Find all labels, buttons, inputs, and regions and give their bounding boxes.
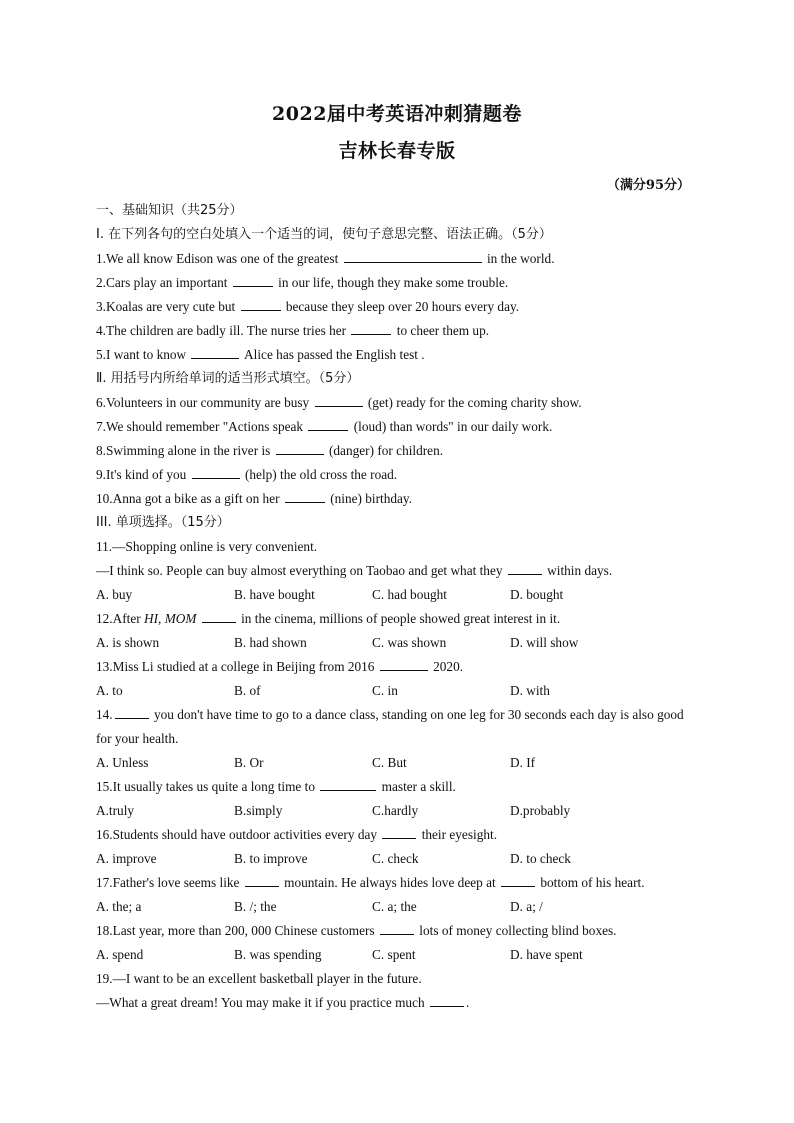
answer-blank[interactable] bbox=[315, 394, 363, 407]
question-body bbox=[96, 199, 696, 1015]
question-17-options bbox=[96, 895, 696, 919]
question-14: 14. you don't have time to go to a dance class, standing on one leg for 30 seconds each day is also good for your health. bbox=[96, 707, 684, 746]
option-a[interactable]: A. buy bbox=[96, 587, 133, 602]
option-b[interactable]: B. of bbox=[234, 683, 261, 698]
answer-blank[interactable] bbox=[202, 610, 236, 623]
answer-blank[interactable] bbox=[344, 250, 482, 263]
option-c[interactable]: C. was shown bbox=[372, 635, 447, 650]
question-19-line1: 19.—I want to be an excellent basketball player in the future. bbox=[96, 971, 422, 986]
answer-blank[interactable] bbox=[191, 346, 239, 359]
question-3: 3.Koalas are very cute but because they sleep over 20 hours every day. bbox=[96, 299, 520, 314]
option-d[interactable]: D. will show bbox=[510, 635, 579, 650]
question-14-options bbox=[96, 751, 696, 775]
part1-heading: Ⅰ. 在下列各句的空白处填入一个适当的词，使句子意思完整、语法正确。（5分） bbox=[96, 227, 552, 242]
option-d[interactable]: D. bought bbox=[510, 587, 564, 602]
option-d[interactable]: D.probably bbox=[510, 803, 571, 818]
answer-blank[interactable] bbox=[351, 322, 391, 335]
option-d[interactable]: D. with bbox=[510, 683, 550, 698]
question-2: 2.Cars play an important in our life, though they make some trouble. bbox=[96, 275, 509, 290]
answer-blank[interactable] bbox=[241, 298, 281, 311]
answer-blank[interactable] bbox=[430, 994, 464, 1007]
part3-heading: III. 单项选择。（15分） bbox=[96, 515, 230, 530]
question-18: 18.Last year, more than 200, 000 Chinese customers lots of money collecting blind boxes. bbox=[96, 923, 617, 938]
answer-blank[interactable] bbox=[233, 274, 273, 287]
question-5: 5.I want to know Alice has passed the English test . bbox=[96, 347, 425, 362]
question-4: 4.The children are badly ill. The nurse tries her to cheer them up. bbox=[96, 323, 490, 338]
question-15: 15.It usually takes us quite a long time to master a skill. bbox=[96, 779, 456, 794]
question-1: 1.We all know Edison was one of the greatest in the world. bbox=[96, 251, 555, 266]
question-11-line1: 11.—Shopping online is very convenient. bbox=[96, 539, 318, 554]
option-d[interactable]: D. a; / bbox=[510, 899, 543, 914]
option-c[interactable]: C. in bbox=[372, 683, 398, 698]
option-b[interactable]: B.simply bbox=[234, 803, 283, 818]
answer-blank[interactable] bbox=[380, 658, 428, 671]
option-a[interactable]: A. the; a bbox=[96, 899, 142, 914]
option-b[interactable]: B. to improve bbox=[234, 851, 308, 866]
section-heading: 一、基础知识（共25分） bbox=[96, 203, 243, 218]
option-c[interactable]: C. a; the bbox=[372, 899, 417, 914]
answer-blank[interactable] bbox=[276, 442, 324, 455]
option-a[interactable]: A. to bbox=[96, 683, 123, 698]
option-c[interactable]: C. spent bbox=[372, 947, 416, 962]
option-a[interactable]: A. is shown bbox=[96, 635, 160, 650]
answer-blank[interactable] bbox=[320, 778, 376, 791]
question-9: 9.It's kind of you (help) the old cross the road. bbox=[96, 467, 398, 482]
question-10: 10.Anna got a bike as a gift on her (nine) birthday. bbox=[96, 491, 413, 506]
exam-subtitle: 吉林长春专版 bbox=[338, 140, 456, 162]
option-c[interactable]: C. But bbox=[372, 755, 407, 770]
option-b[interactable]: B. had shown bbox=[234, 635, 307, 650]
answer-blank[interactable] bbox=[192, 466, 240, 479]
question-8: 8.Swimming alone in the river is (danger) for children. bbox=[96, 443, 444, 458]
option-b[interactable]: B. have bought bbox=[234, 587, 315, 602]
question-7: 7.We should remember "Actions speak (loud) than words" in our daily work. bbox=[96, 419, 553, 434]
option-b[interactable]: B. /; the bbox=[234, 899, 277, 914]
answer-blank[interactable] bbox=[382, 826, 416, 839]
option-b[interactable]: B. Or bbox=[234, 755, 264, 770]
question-19-line2: —What a great dream! You may make it if you practice much . bbox=[96, 995, 470, 1010]
option-c[interactable]: C. had bought bbox=[372, 587, 447, 602]
answer-blank[interactable] bbox=[285, 490, 325, 503]
option-c[interactable]: C. check bbox=[372, 851, 419, 866]
question-12-options bbox=[96, 631, 696, 655]
score-note: （满分95分） bbox=[606, 178, 690, 193]
question-16-options bbox=[96, 847, 696, 871]
option-d[interactable]: D. If bbox=[510, 755, 536, 770]
part2-heading: Ⅱ. 用括号内所给单词的适当形式填空。（5分） bbox=[96, 371, 360, 386]
answer-blank[interactable] bbox=[115, 706, 149, 719]
answer-blank[interactable] bbox=[245, 874, 279, 887]
question-12: 12.After HI, MOM in the cinema, millions of people showed great interest in it. bbox=[96, 611, 561, 626]
question-17: 17.Father's love seems like mountain. He always hides love deep at bottom of his heart. bbox=[96, 875, 645, 890]
question-16: 16.Students should have outdoor activities every day their eyesight. bbox=[96, 827, 498, 842]
question-13: 13.Miss Li studied at a college in Beijing from 2016 2020. bbox=[96, 659, 464, 674]
option-c[interactable]: C.hardly bbox=[372, 803, 419, 818]
answer-blank[interactable] bbox=[308, 418, 348, 431]
answer-blank[interactable] bbox=[501, 874, 535, 887]
answer-blank[interactable] bbox=[508, 562, 542, 575]
question-18-options bbox=[96, 943, 696, 967]
option-d[interactable]: D. to check bbox=[510, 851, 571, 866]
exam-title: 2022届中考英语冲刺猜题卷 bbox=[272, 103, 522, 125]
option-b[interactable]: B. was spending bbox=[234, 947, 322, 962]
answer-blank[interactable] bbox=[380, 922, 414, 935]
question-15-options bbox=[96, 799, 696, 823]
question-11-options bbox=[96, 583, 696, 607]
option-a[interactable]: A.truly bbox=[96, 803, 135, 818]
option-d[interactable]: D. have spent bbox=[510, 947, 583, 962]
question-11-line2: —I think so. People can buy almost everything on Taobao and get what they within days. bbox=[96, 563, 613, 578]
option-a[interactable]: A. Unless bbox=[96, 755, 149, 770]
question-6: 6.Volunteers in our community are busy (get) ready for the coming charity show. bbox=[96, 395, 582, 410]
question-13-options bbox=[96, 679, 696, 703]
option-a[interactable]: A. spend bbox=[96, 947, 144, 962]
option-a[interactable]: A. improve bbox=[96, 851, 157, 866]
